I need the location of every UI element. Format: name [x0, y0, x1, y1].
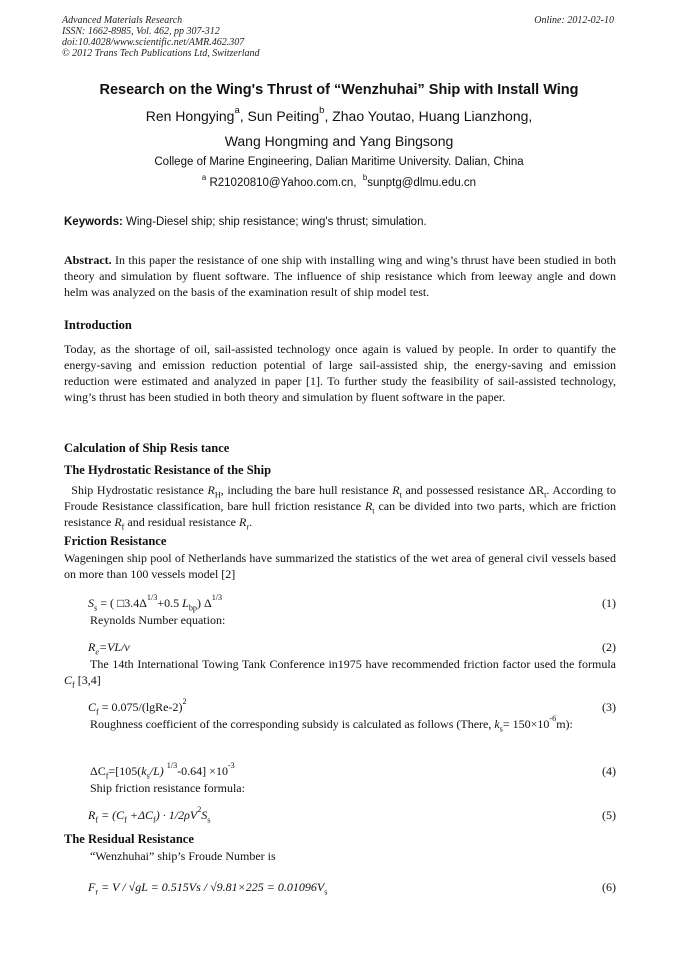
journal-header	[62, 15, 260, 59]
friction-heading: Friction Resistance	[64, 534, 167, 548]
rough-end: m):	[556, 717, 573, 731]
equation-6	[64, 880, 616, 896]
eq1-L: L	[182, 596, 189, 610]
hydro-t4: . According to Froude Resistance classification, bare hull friction resistance	[64, 483, 616, 513]
introduction-text: Today, as the shortage of oil, sail-assisted technology once again is valued by people. In order to quantify the energy-saving and emission reduction potential of large sail-assisted ship, the energy-saving and emission reduction were estimated and analyzed in paper [1]. To further study the feasibility of sail-assisted technology, wing’s thrust has been studied in both theory and simulation by fluent software in the paper.	[64, 342, 616, 404]
residual-heading: The Residual Resistance	[64, 832, 194, 846]
hydro-t6: and residual resistance	[124, 515, 239, 529]
hydro-t-sub-2: t	[372, 506, 375, 516]
abstract	[64, 252, 616, 300]
ittc-ref: [3,4]	[74, 673, 101, 687]
eq6-F: F	[88, 880, 96, 894]
hydro-Rf: R	[114, 515, 122, 529]
eq6-rest: = V / √gL = 0.515Vs / √9.81×225 = 0.01096V	[98, 880, 325, 894]
eq1-p2: 1/3	[211, 593, 223, 603]
eq6-number: (6)	[602, 880, 616, 894]
ittc-C: C	[64, 673, 73, 687]
eq2-rest: =VL/v	[98, 640, 130, 654]
eq2-R: R	[88, 640, 96, 654]
hydro-t3: and possessed resistance	[401, 483, 529, 497]
hydro-r-sub: r	[246, 522, 250, 532]
eq1-p1: 1/3	[146, 593, 158, 603]
ship-friction-label: Ship friction resistance formula:	[90, 781, 245, 795]
authors	[40, 104, 638, 154]
eq5-f3: f	[153, 815, 156, 825]
hydro-f-sub: f	[121, 522, 125, 532]
emails	[40, 172, 638, 189]
eq4-rest2: /L)	[149, 764, 167, 778]
keywords-text: Wing-Diesel ship; ship resistance; wing's thrust; simulation.	[122, 216, 427, 228]
keywords	[64, 216, 616, 228]
equation-3	[64, 697, 616, 717]
eq1-body2: +0.5	[157, 596, 183, 610]
eq5-p: 2	[197, 805, 202, 815]
eq2-number: (2)	[602, 640, 616, 654]
author-2: Sun Peiting	[247, 108, 320, 124]
hydro-t-sub: t	[399, 490, 402, 500]
hydro-H: H	[214, 490, 221, 500]
eq1-S: S	[88, 596, 94, 610]
eq1-body3: ) Δ	[196, 596, 212, 610]
eq4-dC: ΔC	[90, 764, 106, 778]
hydro-Rr: R	[239, 515, 247, 529]
author-1: Ren Hongying	[145, 108, 235, 124]
keywords-label: Keywords:	[64, 216, 123, 228]
roughness-text	[64, 716, 616, 732]
email-a-mark: a	[201, 172, 207, 182]
eq1-number: (1)	[602, 596, 616, 610]
introduction-heading: Introduction	[64, 318, 132, 332]
eq2-e: e	[95, 647, 99, 657]
eq3-rest: = 0.075/(lgRe-2)	[98, 700, 183, 714]
equation-5	[64, 805, 616, 825]
hydro-Rt-2: R	[364, 499, 373, 513]
authors-rest: , Zhao Youtao, Huang Lianzhong,	[324, 108, 533, 124]
abstract-label: Abstract.	[64, 253, 112, 267]
affiliation: College of Marine Engineering, Dalian Maritime University. Dalian, China	[154, 156, 524, 168]
eq1-s: s	[94, 603, 98, 613]
eq3-f: f	[96, 707, 99, 717]
eq5-rest2: +ΔC	[126, 808, 154, 822]
reynolds-label: Reynolds Number equation:	[90, 613, 226, 627]
hydro-Rt: R	[392, 483, 400, 497]
equation-4	[64, 761, 616, 781]
eq6-r: r	[95, 887, 99, 897]
eq3-C: C	[88, 700, 97, 714]
eq3-p: 2	[182, 697, 187, 707]
eq5-f: f	[95, 815, 99, 825]
eq3-number: (3)	[602, 700, 616, 714]
equation-2	[64, 640, 616, 656]
hydrostatic-heading: The Hydrostatic Resistance of the Ship	[64, 463, 272, 477]
authors-line-1	[40, 104, 638, 129]
eq5-rest1: = (C	[98, 808, 125, 822]
hydro-t2: , including the bare hull resistance	[220, 483, 393, 497]
eq1-bp: bp	[188, 603, 197, 613]
hydro-t5: can be divided into two parts, which are friction resistance	[64, 499, 616, 529]
copyright-line: © 2012 Trans Tech Publications Ltd, Switzerland	[62, 48, 260, 59]
eq5-number: (5)	[602, 808, 616, 822]
rough-val: = 150×10	[502, 717, 550, 731]
eq5-s: s	[207, 815, 211, 825]
hydro-t7: .	[249, 515, 253, 529]
eq5-R: R	[88, 808, 96, 822]
ittc-text	[64, 656, 616, 688]
email-b-mark: b	[362, 172, 368, 182]
eq4-exp: -3	[227, 761, 235, 771]
ittc-body: The 14th International Towing Tank Conference in1975 have recommended friction factor used the formula	[90, 657, 616, 671]
hydro-R: R	[207, 483, 215, 497]
rough-body: Roughness coefficient of the corresponding subsidy is calculated as follows (There,	[90, 717, 495, 731]
authors-line-2: Wang Hongming and Yang Bingsong	[224, 133, 454, 149]
eq4-rest1: =[105(	[108, 764, 142, 778]
journal-name: Advanced Materials Research	[62, 15, 183, 26]
rough-exp: -6	[549, 714, 557, 724]
froude-label: “Wenzhuhai” ship’s Froude Number is	[90, 849, 276, 863]
eq5-f2: f	[124, 815, 127, 825]
abstract-text: In this paper the resistance of one ship with installing wing and wing’s thrust have been studied in both theory and simulation by fluent software. The influence of ship resistance which from leeway angle and down helm was analyzed on the basis of the examination result of ship model test.	[64, 253, 616, 299]
doi-line: doi:10.4028/www.scientific.net/AMR.462.307	[62, 37, 245, 48]
eq4-p: 1/3	[166, 761, 178, 771]
online-date: Online: 2012-02-10	[534, 15, 614, 26]
hydro-dR: ΔR	[528, 483, 545, 497]
issn-line: ISSN: 1662-8985, Vol. 462, pp 307-312	[62, 26, 220, 37]
eq5-rest3: ) · 1/2ρV	[155, 808, 198, 822]
eq4-k: k	[141, 764, 147, 778]
calculation-heading: Calculation of Ship Resis tance	[64, 441, 230, 455]
hydrostatic-text	[64, 482, 616, 530]
ittc-f: f	[72, 680, 75, 690]
rough-ksub: s	[499, 724, 503, 734]
eq4-number: (4)	[602, 764, 616, 778]
author-1-mark: a	[234, 105, 240, 117]
eq6-s: s	[324, 887, 328, 897]
eq4-f: f	[105, 771, 109, 781]
friction-text: Wageningen ship pool of Netherlands have summarized the statistics of the wet area of general civil vessels based on more than 100 vessels model [2]	[64, 551, 616, 581]
eq5-S: S	[201, 808, 208, 822]
eq1-body: = ( □3.4Δ	[97, 596, 147, 610]
author-separator: ,	[239, 108, 248, 124]
email-a: R21020810@Yahoo.com.cn,	[206, 177, 357, 189]
hydro-dR-sub: t	[544, 490, 547, 500]
eq4-ksub: s	[146, 771, 150, 781]
author-2-mark: b	[319, 105, 325, 117]
equation-1	[64, 593, 616, 613]
eq4-rest3: -0.64] ×10	[177, 764, 228, 778]
paper-title: Research on the Wing's Thrust of “Wenzhuhai” Ship with Install Wing	[99, 82, 579, 98]
email-b: sunptg@dlmu.edu.cn	[367, 177, 477, 189]
rough-k: k	[494, 717, 500, 731]
hydro-t1: Ship Hydrostatic resistance	[71, 483, 208, 497]
